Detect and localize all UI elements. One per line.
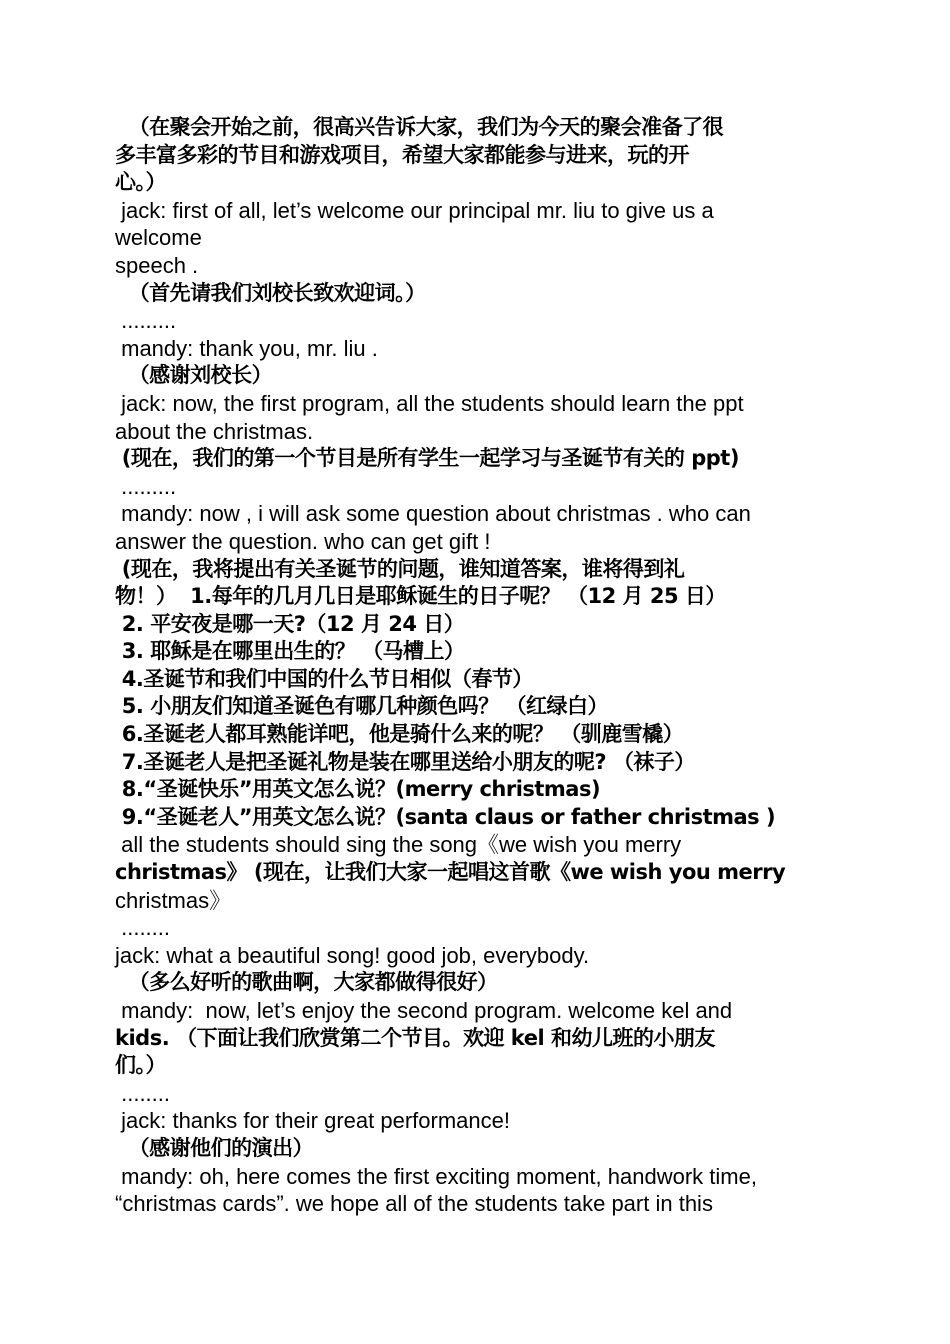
- text-line: (现在，我们的第一个节目是所有学生一起学习与圣诞节有关的 ppt): [115, 446, 739, 471]
- quiz-question: 5. 小朋友们知道圣诞色有哪几种颜色吗？ （红绿白）: [115, 694, 609, 719]
- quiz-question: 3. 耶稣是在哪里出生的？ （马槽上）: [115, 639, 465, 664]
- quiz-question: 4.圣诞节和我们中国的什么节日相似（春节）: [115, 666, 533, 691]
- text-line: 心。）: [115, 170, 166, 195]
- text-line: ........: [115, 915, 171, 941]
- text-line: mandy: oh, here comes the first exciting moment, handwork time,: [115, 1163, 757, 1189]
- text-line: “christmas cards”. we hope all of the students take part in this: [115, 1191, 713, 1217]
- text-line: christmas》 (现在，让我们大家一起唱这首歌《we wish you merry: [115, 860, 786, 885]
- text-line: （多么好听的歌曲啊，大家都做得很好）: [115, 970, 498, 995]
- text-line: jack: thanks for their great performance!: [115, 1108, 510, 1134]
- text-line: jack: now, the first program, all the students should learn the ppt: [115, 390, 744, 416]
- text-line: mandy: thank you, mr. liu .: [115, 335, 378, 361]
- text-line: （首先请我们刘校长致欢迎词。）: [115, 280, 426, 305]
- text-line: .........: [115, 473, 177, 499]
- quiz-question: 9.“圣诞老人”用英文怎么说？(santa claus or father christmas ): [115, 804, 776, 829]
- text-line: jack: first of all, let’s welcome our principal mr. liu to give us a: [115, 197, 714, 223]
- text-line: ........: [115, 1080, 171, 1106]
- text-line: 们。）: [115, 1053, 166, 1078]
- text-line: welcome: [115, 225, 202, 251]
- text-line: mandy: now , i will ask some question about christmas . who can: [115, 501, 751, 527]
- text-line: （感谢刘校长）: [115, 363, 273, 388]
- text-line: all the students should sing the song《we wish you merry: [115, 832, 682, 858]
- document-body: [115, 114, 835, 1218]
- text-line: .........: [115, 308, 177, 334]
- text-line: （在聚会开始之前，很高兴告诉大家，我们为今天的聚会准备了很: [115, 115, 724, 139]
- text-line: (现在，我将提出有关圣诞节的问题，谁知道答案，谁将得到礼: [115, 556, 685, 581]
- text-line: speech .: [115, 252, 199, 278]
- quiz-question: 2. 平安夜是哪一天?（12 月 24 日）: [115, 611, 465, 636]
- quiz-question: 6.圣诞老人都耳熟能详吧，他是骑什么来的呢？ （驯鹿雪橇）: [115, 722, 684, 747]
- text-line: christmas》: [115, 887, 232, 913]
- text-line: 多丰富多彩的节目和游戏项目，希望大家都能参与进来，玩的开: [115, 142, 689, 167]
- text-line: mandy: now, let’s enjoy the second program. welcome kel and: [115, 998, 733, 1023]
- quiz-question: 8.“圣诞快乐”用英文怎么说？(merry christmas): [115, 777, 601, 802]
- text-line: jack: what a beautiful song! good job, everybody.: [115, 942, 590, 968]
- text-line: answer the question. who can get gift !: [115, 528, 491, 554]
- text-line: 物！） 1.每年的几月几日是耶稣诞生的日子呢？ （12 月 25 日）: [115, 584, 726, 609]
- text-line: kids. （下面让我们欣赏第二个节目。欢迎 kel 和幼儿班的小朋友: [115, 1025, 715, 1050]
- text-line: （感谢他们的演出）: [115, 1135, 314, 1160]
- quiz-question: 7.圣诞老人是把圣诞礼物是装在哪里送给小朋友的呢? （袜子）: [115, 749, 695, 774]
- text-line: about the christmas.: [115, 418, 314, 444]
